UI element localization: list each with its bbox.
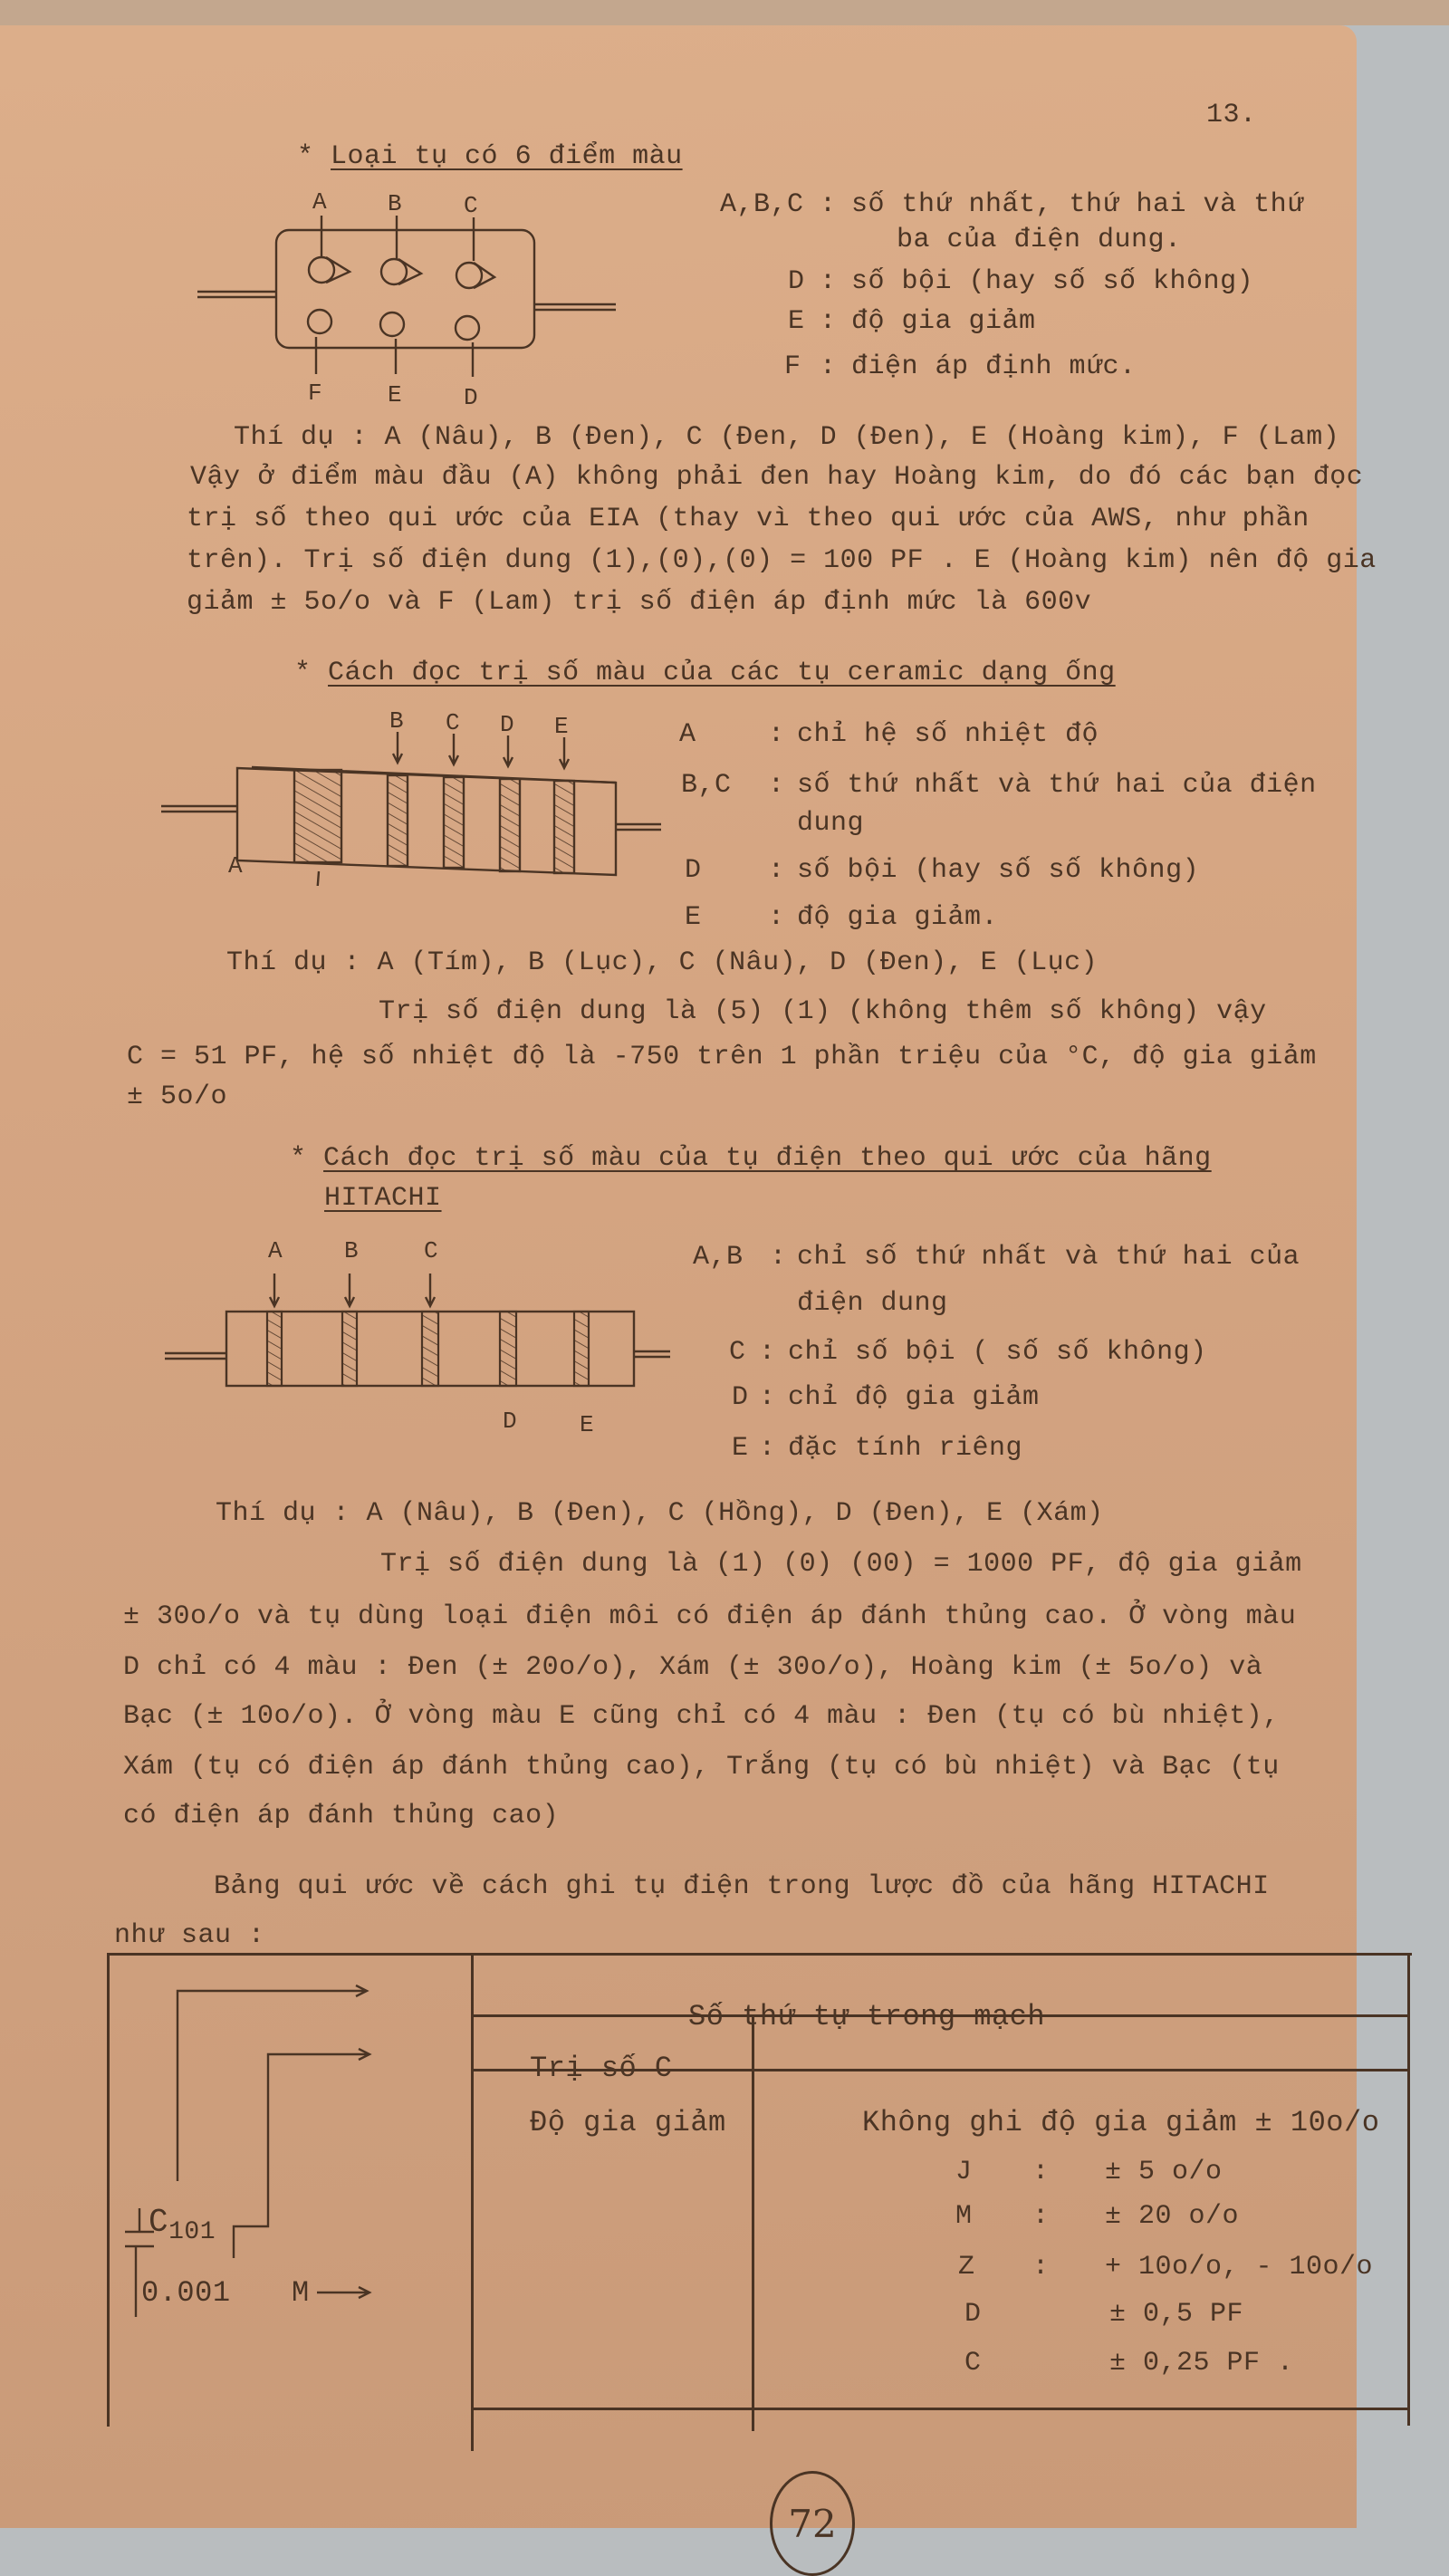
section3-title: Cách đọc trị số màu của tụ điện theo qui ước của hãng [323,1143,1212,1174]
diagram1-label-b: B [388,190,403,217]
legend-text: chỉ hệ số nhiệt độ [797,719,1099,750]
handwritten-page-number: 72 [770,2471,855,2576]
legend-text-cont: điện dung [797,1288,948,1319]
legend-text: chỉ số bội ( số số không) [788,1337,1207,1368]
row-label-capacitance: Trị số C [530,2052,673,2085]
legend-sep: : [768,770,785,801]
legend-sep: : [759,1433,776,1464]
diagram1-label-a: A [312,188,328,216]
legend-key: B,C [681,770,732,801]
paragraph-line: có điện áp đánh thủng cao) [123,1801,560,1831]
paragraph-line: Bạc (± 10o/o). Ở vòng màu E cũng chỉ có 4 màu : Đen (tụ có bù nhiệt), [123,1701,1280,1732]
tol-value: + 10o/o, - 10o/o [1105,2252,1374,2283]
tol-value: ± 0,25 PF . [1109,2348,1294,2379]
legend-text: đặc tính riêng [788,1433,1023,1464]
tol-sep: : [1032,2157,1050,2187]
diagram2-label-c: C [446,709,461,736]
legend-key: F [784,351,801,382]
legend-sep: : [770,1242,787,1273]
legend-key: D [685,855,702,886]
paragraph-line: giảm ± 5o/o và F (Lam) trị số điện áp định mức là 600v [187,587,1092,618]
table-header: Số thứ tự trong mạch [688,2000,1046,2033]
legend-text: chỉ độ gia giảm [788,1382,1040,1413]
bullet-icon: * [290,1143,307,1174]
legend-key: A,B,C [720,189,804,220]
bullet-icon: * [297,141,314,172]
paragraph-line: Trị số điện dung là (5) (1) (không thêm số không) vậy [379,996,1267,1027]
legend-key: A [679,719,696,750]
legend-key: C [729,1337,746,1368]
legend-text: số thứ nhất và thứ hai của điện [797,770,1317,801]
page-number: 13. [1206,100,1257,130]
diagram3-label-c: C [424,1237,439,1264]
section2-title: Cách đọc trị số màu của các tụ ceramic dạng ống [328,658,1116,688]
tol-value: ± 20 o/o [1105,2201,1240,2232]
tol-code: Z [958,2252,975,2283]
six-dot-capacitor-diagram [181,170,688,409]
tol-sep: : [1032,2201,1050,2232]
legend-text-cont: ba của điện dung. [897,225,1182,255]
section3-title-cont: HITACHI [324,1183,442,1214]
tol-code: J [955,2157,973,2187]
dot-row-top [309,257,494,288]
legend-text: số bội (hay số số không) [797,855,1200,886]
diagram1-label-c: C [464,192,479,219]
diagram3-label-d: D [503,1408,518,1435]
legend-text: điện áp định mức. [851,351,1137,382]
paragraph-line: Vậy ở điểm màu đầu (A) không phải đen hay Hoàng kim, do đó các bạn đọc [190,462,1364,493]
table-intro-line: như sau : [114,1920,265,1951]
paragraph-line: Trị số điện dung là (1) (0) (00) = 1000 PF, độ gia giảm [380,1549,1302,1580]
tol-code: C [964,2348,982,2379]
row-label-tolerance: Độ gia giảm [530,2106,726,2139]
symbol-label: $C_{101}$ [149,2204,216,2247]
symbol-value: 0.001 [141,2276,231,2310]
section2-heading [294,659,1116,687]
paragraph-line: Thí dụ : A (Nâu), B (Đen), C (Đen, D (Đen), E (Hoàng kim), F (Lam) [234,422,1340,453]
legend-key: E [788,306,805,337]
diagram1-label-f: F [308,380,323,407]
legend-sep: : [820,266,837,297]
paragraph-line: trên). Trị số điện dung (1),(0),(0) = 100 PF . E (Hoàng kim) nên độ gia [187,545,1377,576]
capacitor-symbol-diagram [107,1955,478,2408]
diagram2-label-d: D [500,711,515,738]
hitachi-capacitor-diagram [145,1239,670,1420]
tol-code: D [964,2299,982,2330]
tol-value: ± 0,5 PF [1109,2299,1244,2330]
legend-text: độ gia giảm [851,306,1036,337]
paragraph-line: ± 5o/o [127,1081,228,1112]
dot-row-bottom [308,310,479,340]
paragraph-line: Thí dụ : A (Nâu), B (Đen), C (Hồng), D (Đen), E (Xám) [216,1498,1104,1529]
paragraph-line: D chỉ có 4 màu : Đen (± 20o/o), Xám (± 30o/o), Hoàng kim (± 5o/o) và [123,1652,1263,1683]
legend-sep: : [759,1382,776,1413]
paragraph-line: Thí dụ : A (Tím), B (Lục), C (Nâu), D (Đen), E (Lục) [226,947,1099,978]
diagram3-label-a: A [268,1237,283,1264]
legend-sep: : [820,306,837,337]
diagram2-label-e: E [554,713,570,740]
legend-text: số bội (hay số số không) [851,266,1254,297]
legend-sep: : [759,1337,776,1368]
legend-text-cont: dung [797,808,865,839]
legend-sep: : [820,189,837,220]
bullet-icon: * [294,658,312,688]
background-strip [0,0,1449,25]
legend-key: A,B [693,1242,744,1273]
section3-heading [290,1145,1212,1172]
diagram1-label-d: D [464,384,479,411]
legend-text: số thứ nhất, thứ hai và thứ [851,189,1304,220]
document-page [0,25,1380,2546]
diagram3-label-e: E [580,1411,595,1438]
diagram3-label-b: B [344,1237,360,1264]
diagram1-label-e: E [388,381,403,409]
ceramic-tube-capacitor-diagram [145,705,688,886]
tol-sep: : [1032,2252,1050,2283]
legend-text: chỉ số thứ nhất và thứ hai của [797,1242,1300,1273]
legend-sep: : [820,351,837,382]
legend-sep: : [768,855,785,886]
legend-text: độ gia giảm. [797,902,999,933]
legend-key: E [685,902,702,933]
paragraph-line: C = 51 PF, hệ số nhiệt độ là -750 trên 1 phần triệu của °C, độ gia giảm [127,1042,1317,1072]
legend-key: D [788,266,805,297]
diagram2-label-a: A [228,852,244,879]
paragraph-line: Xám (tụ có điện áp đánh thủng cao), Trắng (tụ có bù nhiệt) và Bạc (tụ [123,1752,1280,1783]
legend-sep: : [768,902,785,933]
legend-sep: : [768,719,785,750]
legend-key: E [732,1433,749,1464]
row-value-tolerance: Không ghi độ gia giảm ± 10o/o [862,2106,1380,2139]
tol-value: ± 5 o/o [1105,2157,1223,2187]
paragraph-line: ± 30o/o và tụ dùng loại điện môi có điện áp đánh thủng cao. Ở vòng màu [123,1601,1297,1632]
diagram2-label-b: B [389,707,405,735]
legend-key: D [732,1382,749,1413]
paragraph-line: trị số theo qui ước của EIA (thay vì theo qui ước của AWS, như phần [187,504,1310,534]
section1-title: Loại tụ có 6 điểm màu [331,141,683,172]
symbol-tolerance: M [292,2276,310,2310]
table-intro-line: Bảng qui ước về cách ghi tụ điện trong lược đồ của hãng HITACHI [214,1871,1270,1902]
tol-code: M [955,2201,973,2232]
section1-heading [297,143,683,170]
